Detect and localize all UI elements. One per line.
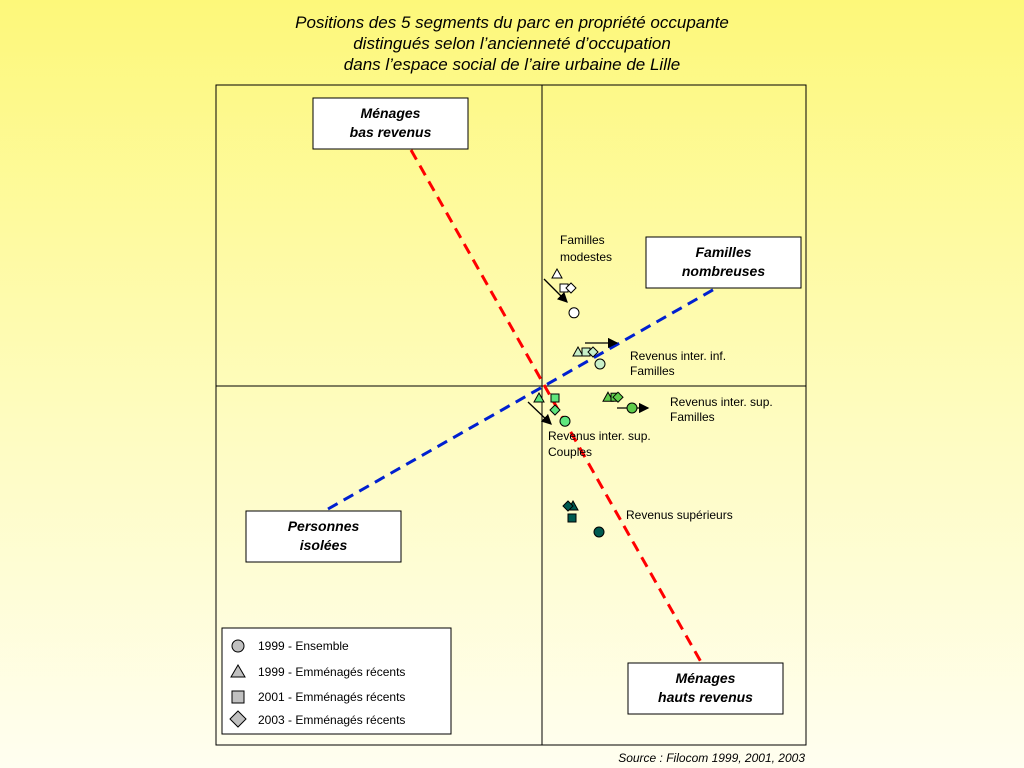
seg1-label-line1: Familles (560, 233, 605, 247)
seg3-label-line2: Familles (670, 410, 715, 424)
seg4-label-line1: Revenus inter. sup. (548, 429, 651, 443)
legend-square-icon (232, 691, 244, 703)
marker-triangle-seg1 (552, 269, 562, 278)
marker-circle-seg4 (560, 416, 570, 426)
right-label-box (646, 237, 801, 288)
legend (222, 628, 451, 734)
seg2-label-line1: Revenus inter. inf. (630, 349, 727, 363)
marker-circle-seg5 (594, 527, 604, 537)
left-label-line1: Personnes (287, 518, 360, 534)
left-label-box (246, 511, 401, 562)
data-markers (534, 269, 637, 537)
top-label-box (313, 98, 468, 149)
marker-circle-seg2 (595, 359, 605, 369)
bottom-label-line2: hauts revenus (658, 689, 753, 705)
legend-label-3: 2001 - Emménagés récents (258, 690, 406, 704)
top-label-line2: bas revenus (349, 124, 432, 140)
source-note: Source : Filocom 1999, 2001, 2003 (618, 751, 805, 765)
title-line-3: dans l’espace social de l’aire urbaine de Lille (343, 55, 681, 74)
top-label-line1: Ménages (360, 105, 421, 121)
marker-circle-seg3 (627, 403, 637, 413)
seg2-label-line2: Familles (630, 364, 675, 378)
left-label-line2: isolées (299, 537, 348, 553)
title-line-2: distingués selon l’ancienneté d’occupation (353, 34, 671, 53)
title-line-1: Positions des 5 segments du parc en propriété occupante (295, 13, 729, 32)
right-label-line1: Familles (695, 244, 752, 260)
marker-square-seg4 (551, 394, 559, 402)
seg4-label-line2: Couples (548, 445, 593, 459)
arrow-revenus-inter-sup-couples (528, 402, 551, 424)
blue-dashed-axis (328, 287, 718, 509)
legend-circle-icon (232, 640, 244, 652)
legend-label-4: 2003 - Emménagés récents (258, 713, 406, 727)
marker-square-seg5 (568, 514, 576, 522)
seg3-label-line1: Revenus inter. sup. (670, 395, 773, 409)
marker-circle-seg1 (569, 308, 579, 318)
marker-diamond-seg4 (550, 405, 560, 415)
seg1-label-line2: modestes (560, 250, 613, 264)
bottom-label-box (628, 663, 783, 714)
legend-label-1: 1999 - Ensemble (258, 639, 349, 653)
bottom-label-line1: Ménages (675, 670, 736, 686)
legend-label-2: 1999 - Emménagés récents (258, 665, 406, 679)
right-label-line2: nombreuses (681, 263, 766, 279)
seg5-label-line1: Revenus supérieurs (626, 508, 733, 522)
